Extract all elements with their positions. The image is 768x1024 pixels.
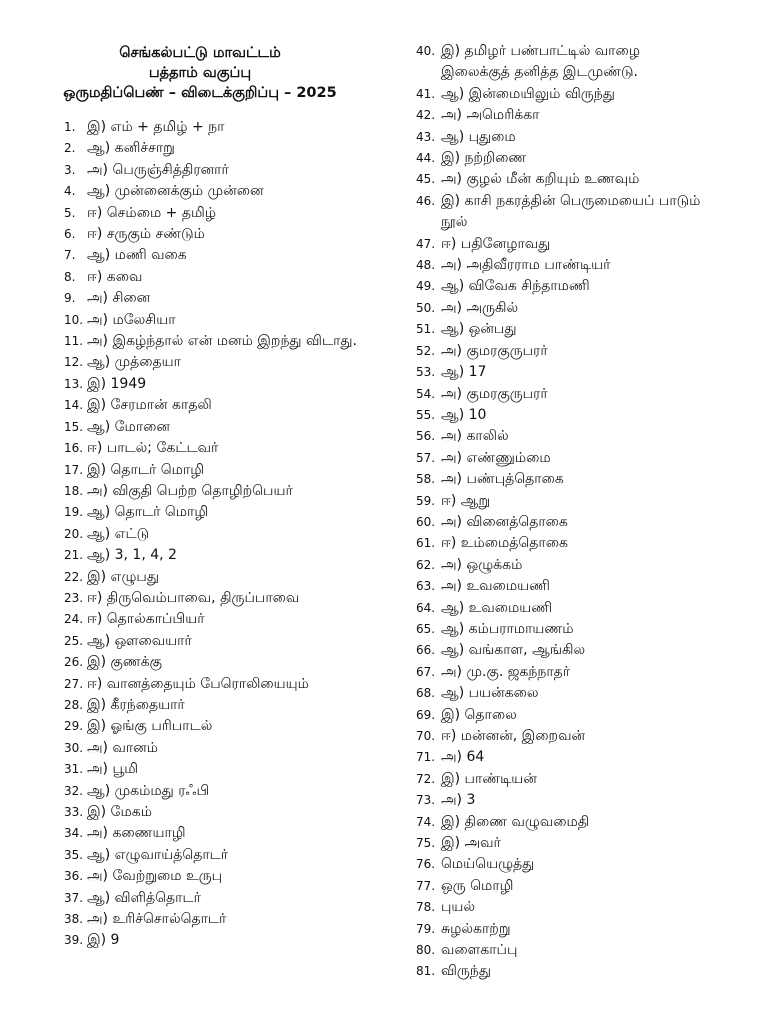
answer-number: 36. (64, 869, 84, 884)
answer-item (416, 255, 701, 276)
answer-item (416, 555, 701, 576)
answer-item (416, 319, 701, 340)
answer-text: ஆ) எழுவாய்த்தொடர் (87, 846, 229, 863)
answer-item (416, 384, 701, 405)
answer-item (416, 812, 701, 833)
answer-number: 61. (416, 536, 436, 551)
answer-text: அ) விகுதி பெற்ற தொழிற்பெயர் (87, 482, 293, 499)
answer-number: 13. (64, 376, 84, 391)
answer-number: 66. (416, 643, 436, 658)
answer-number: 69. (416, 707, 436, 722)
answer-item (64, 759, 377, 780)
answer-number: 27. (64, 676, 84, 691)
answer-text: அ) கணையாழி (87, 825, 186, 842)
answer-item (64, 395, 377, 416)
answer-item (64, 374, 377, 395)
answer-item (416, 919, 701, 940)
answer-number: 20. (64, 526, 84, 541)
answer-text: இ) தொடர் மொழி (87, 461, 205, 478)
answer-text: மெய்யெழுத்து (441, 856, 535, 873)
answer-text: ஆ) முத்தையா (87, 354, 181, 371)
answer-item (416, 833, 701, 854)
answer-item (64, 781, 377, 802)
answer-text: இ) குணக்கு (87, 654, 163, 671)
answer-number: 57. (416, 450, 436, 465)
answer-text: இ) தமிழர் பண்பாட்டில் வாழை இலைக்குத் தனித்த இடமுண்டு. (441, 43, 641, 81)
answer-item (416, 276, 701, 297)
answer-number: 8. (64, 269, 76, 284)
answer-number: 72. (416, 771, 436, 786)
answer-number: 2. (64, 141, 76, 156)
answer-item (416, 127, 701, 148)
answer-text: ஆ) ஒன்பது (441, 321, 517, 338)
answer-item (64, 674, 377, 695)
answer-number: 37. (64, 890, 84, 905)
answer-text: அ) இகழ்ந்தால் என் மனம் இறந்து விடாது. (87, 333, 357, 350)
answer-number: 60. (416, 514, 436, 529)
answer-text: இ) நற்றிணை (441, 150, 527, 167)
answer-text: அ) குமரகுருபரர் (441, 342, 548, 359)
document-title: ஒருமதிப்பெண் – விடைக்குறிப்பு – 2025 (63, 85, 337, 101)
answer-number: 67. (416, 664, 436, 679)
answer-item (416, 854, 701, 875)
answer-item (64, 417, 377, 438)
answer-item (416, 341, 701, 362)
answer-number: 1. (64, 120, 76, 134)
answer-item (64, 888, 377, 909)
answer-item (64, 524, 377, 545)
answer-text: ஆ) முகம்மது ரஃபி (87, 782, 210, 799)
answer-number: 10. (64, 312, 84, 327)
answer-number: 23. (64, 590, 84, 605)
answer-text: ஈ) பதினேழாவது (441, 235, 551, 252)
answer-number: 81. (416, 964, 436, 979)
answer-text: ஆ) எட்டு (87, 525, 150, 542)
answer-column-left (64, 117, 377, 952)
answer-number: 46. (416, 193, 436, 208)
answer-number: 28. (64, 697, 84, 712)
answer-item (64, 738, 377, 759)
answer-text: அ) காலில் (441, 428, 509, 445)
answer-text: அ) 64 (441, 749, 485, 766)
answer-text: அ) ஒழுக்கம் (441, 556, 523, 573)
answer-text: வளைகாப்பு (441, 942, 518, 959)
answer-item (64, 267, 377, 288)
answer-item (416, 148, 701, 169)
answer-number: 16. (64, 441, 84, 456)
answer-text: இ) திணை வழுவமைதி (441, 813, 590, 830)
answer-item (64, 652, 377, 673)
answer-item (64, 802, 377, 823)
class-name: பத்தாம் வகுப்பு (148, 65, 252, 81)
answer-text: இ) எம் + தமிழ் + நா (87, 119, 225, 135)
answer-text: ஒரு மொழி (441, 877, 514, 894)
answer-text: அ) பண்புத்தொகை (441, 471, 564, 488)
answer-item (64, 352, 377, 373)
answer-item (64, 203, 377, 224)
answer-number: 41. (416, 86, 436, 101)
answer-item (416, 41, 701, 84)
answer-item (416, 469, 701, 490)
answer-item (64, 845, 377, 866)
answer-number: 9. (64, 291, 76, 306)
answer-number: 51. (416, 322, 436, 337)
answer-number: 39. (64, 933, 84, 948)
answer-text: இ) 1949 (87, 375, 147, 392)
answer-number: 80. (416, 943, 436, 958)
district-name: செங்கல்பட்டு மாவட்டம் (119, 45, 281, 61)
answer-number: 79. (416, 921, 436, 936)
answer-number: 62. (416, 557, 436, 572)
answer-key-header (0, 43, 400, 103)
answer-number: 19. (64, 505, 84, 520)
answer-item (416, 426, 701, 447)
answer-number: 35. (64, 847, 84, 862)
answer-item (64, 909, 377, 930)
answer-text: இ) கீரந்தையார் (87, 696, 185, 713)
answer-number: 24. (64, 612, 84, 627)
answer-number: 14. (64, 398, 84, 413)
answer-item (416, 298, 701, 319)
answer-item (416, 191, 701, 234)
answer-text: அ) வேற்றுமை உருபு (87, 868, 223, 885)
answer-item (64, 138, 377, 159)
answer-text: இ) மேகம் (87, 804, 152, 820)
answer-number: 54. (416, 386, 436, 401)
answer-item (64, 481, 377, 502)
answer-number: 17. (64, 462, 84, 477)
answer-text: ஈ) பாடல்; கேட்டவர் (87, 440, 219, 457)
answer-number: 18. (64, 483, 84, 498)
answer-number: 59. (416, 493, 436, 508)
answer-item (64, 823, 377, 844)
answer-text: இ) பாண்டியன் (441, 770, 537, 787)
answer-text: அ) மு.கு. ஜகந்நாதர் (441, 663, 571, 680)
answer-number: 3. (64, 162, 76, 177)
answer-text: ஆ) விவேக சிந்தாமணி (441, 278, 590, 295)
answer-number: 26. (64, 655, 84, 670)
answer-item (64, 631, 377, 652)
answer-number: 56. (416, 429, 436, 444)
answer-item (64, 567, 377, 588)
answer-text: அ) உவமையணி (441, 578, 550, 595)
answer-item (64, 438, 377, 459)
answer-item (416, 619, 701, 640)
answer-number: 52. (416, 343, 436, 358)
answer-text: ஈ) கவை (87, 268, 143, 285)
answer-number: 43. (416, 129, 436, 144)
answer-number: 12. (64, 355, 84, 370)
answer-item (416, 576, 701, 597)
answer-item (416, 790, 701, 811)
answer-text: ஆ) வங்காள, ஆங்கில (441, 642, 586, 659)
answer-item (64, 609, 377, 630)
answer-text: ஆ) 17 (441, 364, 487, 381)
answer-number: 5. (64, 205, 76, 220)
answer-item (416, 234, 701, 255)
answer-item (416, 897, 701, 918)
answer-number: 38. (64, 912, 84, 927)
answer-number: 77. (416, 878, 436, 893)
answer-item (416, 598, 701, 619)
answer-number: 4. (64, 184, 76, 199)
answer-item (64, 245, 377, 266)
answer-number: 65. (416, 621, 436, 636)
answer-text: அ) அருகில் (441, 299, 519, 316)
answer-item (416, 769, 701, 790)
answer-text: அ) பெருஞ்சித்திரனார் (87, 161, 229, 178)
answer-text: ஆ) கம்பராமாயணம் (441, 620, 574, 637)
answer-number: 42. (416, 108, 436, 123)
answer-number: 63. (416, 579, 436, 594)
answer-item (64, 460, 377, 481)
answer-text: ஈ) செம்மை + தமிழ் (87, 204, 217, 221)
answer-item (416, 448, 701, 469)
answer-text: அ) வானம் (87, 739, 159, 756)
answer-text: ஈ) திருவெம்பாவை, திருப்பாவை (87, 589, 300, 606)
answer-item (416, 726, 701, 747)
answer-number: 75. (416, 836, 436, 851)
answer-text: அ) உரிச்சொல்தொடர் (87, 911, 227, 928)
answer-number: 58. (416, 472, 436, 487)
answer-text: ஆ) 10 (441, 406, 487, 423)
answer-item (416, 362, 701, 383)
answer-column-right (416, 41, 701, 983)
answer-item (416, 105, 701, 126)
answer-text: ஈ) உம்மைத்தொகை (441, 535, 568, 552)
answer-text: விருந்து (441, 963, 492, 980)
answer-item (416, 683, 701, 704)
answer-text: இ) 9 (87, 932, 120, 949)
answer-item (64, 716, 377, 737)
answer-text: ஈ) மன்னன், இறைவன் (441, 728, 586, 744)
answer-item (64, 545, 377, 566)
answer-text: ஆ) முன்னைக்கும் முன்னை (87, 183, 264, 200)
answer-text: இ) தொலை (441, 706, 517, 723)
answer-number: 34. (64, 826, 84, 841)
answer-text: இ) அவர் (441, 835, 501, 852)
answer-text: இ) சேரமான் காதலி (87, 397, 212, 414)
answer-number: 74. (416, 814, 436, 829)
answer-item (64, 288, 377, 309)
answer-item (64, 224, 377, 245)
answer-item (416, 705, 701, 726)
answer-item (64, 331, 377, 352)
answer-text: அ) மலேசியா (87, 311, 176, 328)
answer-item (64, 695, 377, 716)
answer-number: 40. (416, 44, 436, 58)
answer-text: அ) சினை (87, 290, 151, 307)
answer-item (64, 930, 377, 951)
answer-number: 22. (64, 569, 84, 584)
answer-item (416, 491, 701, 512)
answer-number: 53. (416, 365, 436, 380)
answer-item (416, 533, 701, 554)
answer-item (416, 640, 701, 661)
answer-number: 15. (64, 419, 84, 434)
answer-item (416, 961, 701, 982)
answer-number: 45. (416, 172, 436, 187)
answer-text: ஆ) உவமையணி (441, 599, 553, 616)
answer-text: அ) அமெரிக்கா (441, 107, 540, 124)
answer-text: ஈ) வானத்தையும் பேரொலியையும் (87, 675, 309, 692)
answer-item (416, 84, 701, 105)
answer-text: அ) பூமி (87, 761, 139, 778)
answer-number: 76. (416, 857, 436, 872)
answer-text: அ) குழல் மீன் கறியும் உணவும் (441, 171, 640, 188)
answer-number: 47. (416, 236, 436, 251)
answer-number: 78. (416, 900, 436, 915)
answer-text: அ) அதிவீரராம பாண்டியர் (441, 257, 611, 274)
answer-number: 50. (416, 300, 436, 315)
answer-item (64, 181, 377, 202)
answer-text: ஆ) விளித்தொடர் (87, 889, 201, 906)
answer-number: 21. (64, 548, 84, 563)
answer-text: இ) எழுபது (87, 568, 159, 585)
answer-text: இ) காசி நகரத்தின் பெருமையைப் பாடும் நூல் (441, 192, 701, 231)
answer-number: 11. (64, 334, 84, 349)
answer-number: 49. (416, 279, 436, 294)
answer-number: 73. (416, 793, 436, 808)
answer-text: ஆ) ஔவையார் (87, 632, 192, 649)
answer-number: 71. (416, 750, 436, 765)
answer-number: 30. (64, 740, 84, 755)
answer-number: 70. (416, 729, 436, 743)
answer-number: 25. (64, 633, 84, 648)
answer-text: அ) எண்ணும்மை (441, 449, 551, 466)
answer-text: புயல் (441, 899, 476, 916)
answer-text: ஆ) தொடர் மொழி (87, 504, 209, 521)
answer-item (64, 310, 377, 331)
answer-text: ஈ) சருகும் சண்டும் (87, 226, 205, 243)
answer-item (416, 940, 701, 961)
answer-number: 44. (416, 151, 436, 166)
answer-item (64, 502, 377, 523)
answer-text: ஆ) மணி வகை (87, 247, 187, 264)
answer-number: 64. (416, 600, 436, 615)
answer-text: ஈ) ஆறு (441, 492, 491, 509)
answer-item (416, 747, 701, 768)
answer-number: 68. (416, 686, 436, 701)
answer-text: இ) ஓங்கு பரிபாடல் (87, 718, 213, 735)
answer-text: ஆ) இன்மையிலும் விருந்து (441, 85, 615, 102)
answer-item (416, 512, 701, 533)
answer-text: சுழல்காற்று (441, 920, 511, 937)
answer-item (416, 876, 701, 897)
answer-item (64, 160, 377, 181)
answer-number: 55. (416, 407, 436, 422)
answer-item (64, 588, 377, 609)
answer-item (416, 662, 701, 683)
answer-text: ஆ) கனிச்சாறு (87, 140, 175, 157)
answer-number: 7. (64, 248, 76, 263)
answer-text: ஆ) 3, 1, 4, 2 (87, 547, 177, 564)
answer-number: 33. (64, 805, 84, 819)
answer-text: அ) 3 (441, 792, 476, 809)
answer-text: ஆ) மோனை (87, 418, 170, 435)
answer-item (416, 169, 701, 190)
answer-text: ஆ) புதுமை (441, 128, 516, 145)
answer-item (64, 117, 377, 138)
answer-item (416, 405, 701, 426)
answer-text: ஈ) தொல்காப்பியர் (87, 611, 205, 628)
answer-number: 31. (64, 762, 84, 777)
answer-number: 6. (64, 227, 76, 242)
answer-text: அ) குமரகுருபரர் (441, 385, 548, 402)
answer-text: ஆ) பயன்கலை (441, 685, 539, 702)
answer-text: அ) வினைத்தொகை (441, 513, 568, 530)
answer-item (64, 866, 377, 887)
answer-number: 32. (64, 783, 84, 798)
answer-number: 29. (64, 719, 84, 734)
answer-number: 48. (416, 258, 436, 273)
